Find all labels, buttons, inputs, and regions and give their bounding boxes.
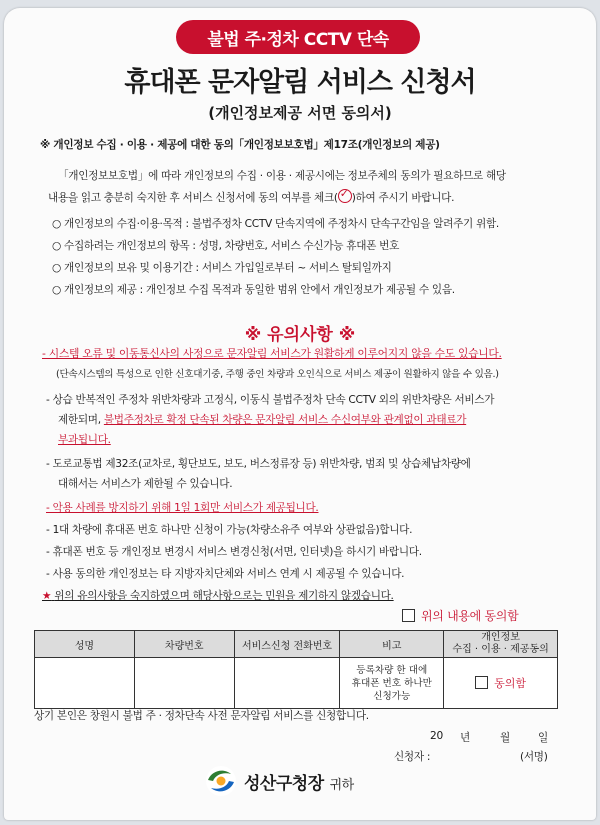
- date-year: 20: [430, 730, 443, 742]
- table-header-row: [35, 631, 558, 658]
- recipient-office: [244, 769, 354, 794]
- remark-line2: 휴대폰 번호 하나만: [351, 677, 432, 689]
- law-reference: ※ 개인정보 수집 · 이용 · 제공에 대한 동의「개인정보보호법」제17조(개인정보의 제공): [40, 139, 440, 151]
- name-cell[interactable]: [35, 658, 135, 709]
- info-item-provision: ○ 개인정보의 제공 : 개인정보 수집 목적과 동일한 범위 안에서 개인정보가 제공될 수 있음.: [52, 284, 455, 296]
- header-consent: [444, 631, 558, 658]
- plate-cell[interactable]: [134, 658, 234, 709]
- intro-line2-b: )하여 주시기 바랍니다.: [351, 192, 455, 204]
- consent-label: 동의함: [494, 677, 527, 690]
- agree-checkbox-row[interactable]: [402, 607, 518, 624]
- date-year-unit: 년: [460, 732, 470, 744]
- applicant-label: 신청자 :: [394, 751, 431, 763]
- confirm-statement: [42, 588, 394, 603]
- form-subtitle: (개인정보제공 서면 동의서): [208, 104, 392, 122]
- agree-label: 위의 내용에 동의함: [421, 609, 519, 623]
- notice-item-7: - 사용 동의한 개인정보는 타 지방자치단체와 서비스 연계 시 제공될 수 있습니다.: [46, 568, 405, 580]
- apply-statement: 상기 본인은 창원시 불법 주 · 정차단속 사전 문자알림 서비스를 신청합니다.: [34, 710, 369, 722]
- agree-checkbox[interactable]: [402, 609, 415, 622]
- date-month-unit: 월: [500, 732, 510, 744]
- date-day-unit: 일: [538, 732, 548, 744]
- intro-paragraph-line2: [48, 189, 454, 205]
- remark-line3: 신청가능: [373, 690, 411, 702]
- office-name: 성산구청장: [244, 774, 324, 794]
- notice-item-3-line2: 대해서는 서비스가 제한될 수 있습니다.: [58, 478, 233, 490]
- notice-item-6: - 휴대폰 번호 등 개인정보 변경시 서비스 변경신청(서면, 인터넷)을 하시기 바랍니다.: [46, 546, 422, 558]
- intro-paragraph-line1: 「개인정보보호법」에 따라 개인정보의 수집 · 이용 · 제공시에는 정보주체의 동의가 필요하므로 해당: [58, 170, 506, 182]
- header-plate: 차량번호: [134, 631, 234, 658]
- header-consent-line2: 수집 · 이용 · 제공동의: [452, 644, 549, 655]
- cctv-badge: 불법 주·정차 CCTV 단속: [176, 20, 420, 54]
- notice-item-5: - 1대 차량에 휴대폰 번호 하나만 신청이 가능(차량소유주 여부와 상관없음)합니다.: [46, 524, 413, 536]
- star-icon: ★: [42, 590, 52, 602]
- form-title: 휴대폰 문자알림 서비스 신청서: [124, 67, 476, 98]
- application-table: [34, 630, 558, 709]
- notice-item-2-warning: 불법주정차로 확정 단속된 차량은 문자알림 서비스 수신여부와 관계없이 과태료가: [103, 414, 467, 426]
- info-item-fields: ○ 수집하려는 개인정보의 항목 : 성명, 차량번호, 서비스 수신가능 휴대폰 번호: [52, 240, 400, 252]
- phone-cell[interactable]: [234, 658, 340, 709]
- application-form: [4, 8, 596, 820]
- notice-item-4: - 악용 사례를 방지하기 위해 1일 1회만 서비스가 제공됩니다.: [46, 502, 319, 514]
- remark-cell: [340, 658, 444, 709]
- notice-heading: ※ 유의사항 ※: [244, 325, 356, 345]
- signature-label: (서명): [520, 751, 548, 763]
- notice-item-1: - 시스템 오류 및 이동통신사의 사정으로 문자알림 서비스가 원활하게 이루어지지 않을 수도 있습니다.: [42, 347, 502, 360]
- header-name: 성명: [35, 631, 135, 658]
- confirm-text: 위의 유의사항을 숙지하였으며 해당사항으로는 민원을 제기하지 않겠습니다.: [54, 590, 394, 602]
- notice-item-3-line1: - 도로교통법 제32조(교차로, 횡단보도, 보도, 버스정류장 등) 위반차량, 범죄 및 상습체납차량에: [46, 458, 471, 470]
- remark-line1: 등록차량 한 대에: [356, 664, 428, 676]
- info-item-purpose: ○ 개인정보의 수집·이용·목적 : 불법주정차 CCTV 단속지역에 주정차시 단속구간임을 알려주기 위함.: [52, 218, 499, 230]
- header-remark: 비고: [340, 631, 444, 658]
- consent-checkbox[interactable]: [475, 676, 488, 689]
- intro-line2-a: 내용을 읽고 충분히 숙지한 후 서비스 신청서에 동의 여부를 체크(: [48, 192, 338, 204]
- notice-item-1-sub: (단속시스템의 특성으로 인한 신호대기중, 주행 중인 차량과 오인식으로 서비스 제공이 원활하지 않을 수 있음.): [56, 369, 499, 380]
- table-row: [35, 658, 558, 709]
- header-phone: 서비스신청 전화번호: [234, 631, 340, 658]
- notice-item-2-line2: [58, 412, 466, 427]
- city-logo-icon: [204, 764, 238, 798]
- notice-item-2-line3: 부과됩니다.: [58, 434, 111, 446]
- notice-item-2-line1: - 상습 반복적인 주정차 위반차량과 고정식, 이동식 불법주정차 단속 CCTV 외의 위반차량은 서비스가: [46, 394, 495, 406]
- notice-item-2-plain: 제한되며,: [58, 414, 104, 426]
- consent-cell[interactable]: [444, 658, 558, 709]
- info-item-period: ○ 개인정보의 보유 및 이용기간 : 서비스 가입일로부터 ~ 서비스 탈퇴일까지: [52, 262, 392, 274]
- header-consent-line1: 개인정보: [481, 632, 520, 643]
- office-suffix: 귀하: [329, 778, 354, 793]
- check-mark-icon: [338, 189, 352, 203]
